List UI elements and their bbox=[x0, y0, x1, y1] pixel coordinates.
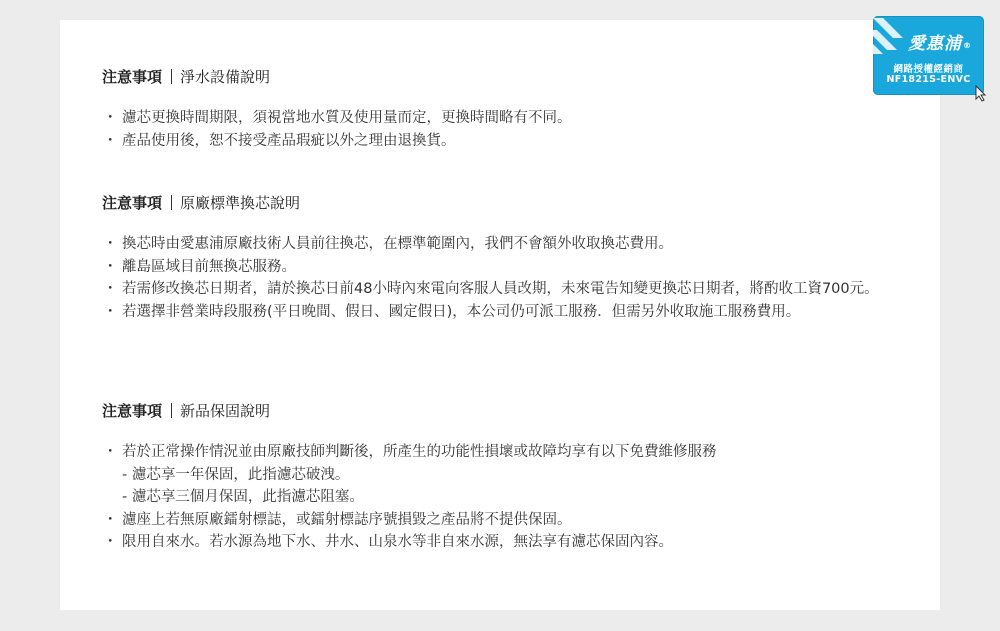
bullet: ・ bbox=[103, 303, 118, 320]
section-heading bbox=[102, 66, 902, 88]
content-card bbox=[60, 20, 940, 610]
notice-list bbox=[102, 107, 902, 152]
brand-name: 愛惠浦 bbox=[908, 34, 962, 54]
item-text: 濾座上若無原廠鐳射標誌，或鐳射標誌序號損毀之產品將不提供保固。 bbox=[122, 511, 572, 528]
dealer-label: 網路授權經銷商 bbox=[893, 64, 964, 75]
bullet: ・ bbox=[103, 281, 118, 298]
section-heading bbox=[102, 192, 902, 214]
list-item bbox=[102, 531, 902, 554]
bullet: ・ bbox=[103, 110, 118, 126]
item-text: 若選擇非營業時段服務(平日晚間、假日、國定假日)，本公司仍可派工服務．但需另外收取施工服務費用。 bbox=[122, 303, 801, 320]
section-subtitle: 原廠標準換芯說明 bbox=[180, 194, 301, 212]
brand-logo bbox=[873, 29, 984, 54]
list-item bbox=[102, 509, 902, 532]
dealer-code: NF1821S-ENVC bbox=[886, 74, 971, 85]
sub-item: - 濾芯享一年保固，此指濾芯破洩。 bbox=[122, 466, 350, 483]
item-text: 若於正常操作情況並由原廠技師判斷後，所產生的功能性損壞或故障均享有以下免費維修服務 bbox=[122, 444, 717, 460]
list-item bbox=[102, 256, 902, 279]
bullet: ・ bbox=[103, 444, 118, 460]
section-title: 注意事項 bbox=[102, 402, 163, 420]
registered-mark: ® bbox=[963, 41, 972, 50]
list-item bbox=[102, 233, 902, 256]
item-text: 離島區域目前無換芯服務。 bbox=[122, 258, 296, 275]
mouse-cursor-icon bbox=[975, 85, 987, 102]
list-item bbox=[102, 301, 902, 324]
section-title: 注意事項 bbox=[102, 68, 163, 86]
section-subtitle: 新品保固說明 bbox=[180, 402, 271, 420]
notice-list bbox=[102, 233, 902, 323]
sub-item: - 濾芯享三個月保固，此指濾芯阻塞。 bbox=[122, 489, 364, 506]
authorized-dealer-badge[interactable] bbox=[873, 16, 984, 95]
divider bbox=[171, 195, 172, 210]
item-text: 若需修改換芯日期者，請於換芯日前48小時內來電向客服人員改期，未來電告知變更換芯日期者，將酌收工資700元。 bbox=[122, 281, 879, 298]
section-subtitle: 淨水設備說明 bbox=[180, 68, 271, 86]
list-item bbox=[102, 107, 902, 130]
notice-list bbox=[102, 441, 902, 554]
section-heading bbox=[102, 400, 902, 422]
item-text: 限用自來水。若水源為地下水、井水、山泉水等非自來水源，無法享有濾芯保固內容。 bbox=[122, 534, 673, 551]
item-text: 濾芯更換時間期限，須視當地水質及使用量而定，更換時間略有不同。 bbox=[122, 110, 572, 126]
list-item bbox=[102, 130, 902, 153]
bullet: ・ bbox=[103, 132, 118, 149]
divider bbox=[171, 403, 172, 418]
bullet: ・ bbox=[103, 258, 118, 275]
section-water-equipment bbox=[102, 66, 902, 152]
section-filter-replacement bbox=[102, 192, 902, 323]
bullet: ・ bbox=[103, 534, 118, 551]
item-text: 換芯時由愛惠浦原廠技術人員前往換芯，在標準範圍內，我們不會額外收取換芯費用。 bbox=[122, 236, 673, 252]
section-title: 注意事項 bbox=[102, 194, 163, 212]
divider bbox=[171, 69, 172, 84]
bullet: ・ bbox=[103, 236, 118, 252]
bullet: ・ bbox=[103, 511, 118, 528]
list-item bbox=[102, 441, 902, 464]
list-item bbox=[102, 278, 902, 301]
section-warranty bbox=[102, 400, 902, 554]
item-text: 產品使用後，恕不接受產品瑕疵以外之理由退換貨。 bbox=[122, 132, 456, 149]
